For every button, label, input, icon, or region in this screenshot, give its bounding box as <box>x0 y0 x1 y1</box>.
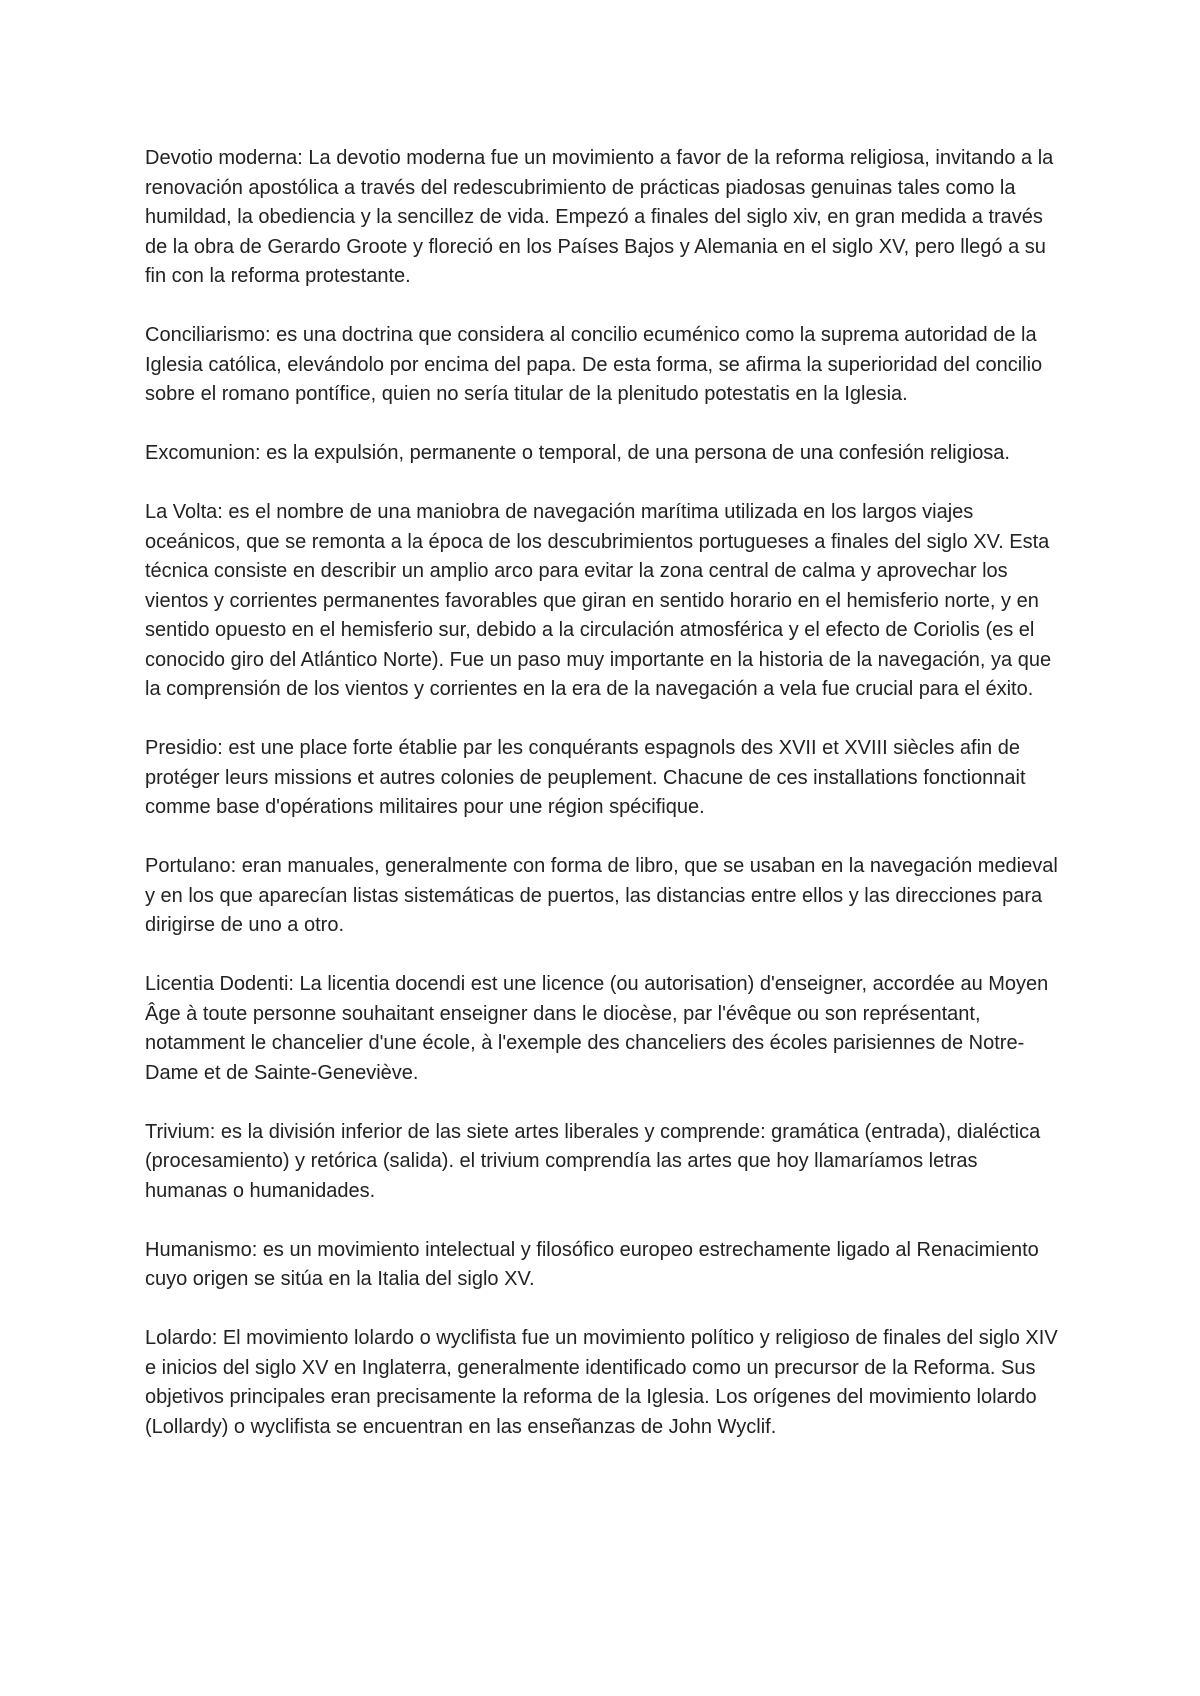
paragraph-trivium: Trivium: es la división inferior de las siete artes liberales y comprende: gramática (entrada), dialéctica (procesamiento) y retórica (salida). el trivium comprendía las artes que hoy llamaríamos letras humanas o humanidades. <box>145 1120 1041 1202</box>
paragraph-lolardo: Lolardo: El movimiento lolardo o wyclifista fue un movimiento político y religioso de finales del siglo XIV e inicios del siglo XV en Inglaterra, generalmente identificado como un precursor de la Reforma. Sus objetivos principales eran precisamente la reforma de la Iglesia. Los orígenes del movimiento lolardo (Lollardy) o wyclifista se encuentran en las enseñanzas de John Wyclif. <box>145 1327 1058 1438</box>
paragraph-humanismo: Humanismo: es un movimiento intelectual y filosófico europeo estrechamente ligado al Renacimiento cuyo origen se sitúa en la Italia del siglo XV. <box>145 1238 1039 1290</box>
paragraph-portulano: Portulano: eran manuales, generalmente con forma de libro, que se usaban en la navegación medieval y en los que aparecían listas sistemáticas de puertos, las distancias entre ellos y las direcciones para dirigirse de uno a otro. <box>145 855 1058 936</box>
paragraph-presidio: Presidio: est une place forte établie par les conquérants espagnols des XVII et XVIII siècles afin de protéger leurs missions et autres colonies de peuplement. Chacune de ces installations fonctionnait comme base d'opérations militaires pour une région spécifique. <box>145 737 1026 818</box>
paragraph-la-volta: La Volta: es el nombre de una maniobra de navegación marítima utilizada en los largos viajes oceánicos, que se remonta a la época de los descubrimientos portugueses a finales del siglo XV. Esta técnica consiste en describir un amplio arco para evitar la zona central de calma y aprovechar los vientos y corrientes permanentes favorables que giran en sentido horario en el hemisferio norte, y en sentido opuesto en el hemisferio sur, debido a la circulación atmosférica y el efecto de Coriolis (es el conocido giro del Atlántico Norte). Fue un paso muy importante en la historia de la navegación, ya que la comprensión de los vientos y corrientes en la era de la navegación a vela fue crucial para el éxito. <box>145 501 1052 700</box>
paragraph-conciliarismo: Conciliarismo: es una doctrina que considera al concilio ecuménico como la suprema autoridad de la Iglesia católica, elevándolo por encima del papa. De esta forma, se afirma la superioridad del concilio sobre el romano pontífice, quien no sería titular de la plenitudo potestatis en la Iglesia. <box>145 324 1043 405</box>
paragraph-devotio-moderna: Devotio moderna: La devotio moderna fue un movimiento a favor de la reforma religiosa, invitando a la renovación apostólica a través del redescubrimiento de prácticas piadosas genuinas tales como la humildad, la obediencia y la sencillez de vida. Empezó a finales del siglo xiv, en gran medida a través de la obra de Gerardo Groote y floreció en los Países Bajos y Alemania en el siglo XV, pero llegó a su fin con la reforma protestante. <box>145 147 1054 287</box>
document-body <box>145 144 1065 1472</box>
paragraph-excomunion: Excomunion: es la expulsión, permanente o temporal, de una persona de una confesión religiosa. <box>145 442 1010 464</box>
paragraph-licentia-docendi: Licentia Dodenti: La licentia docendi est une licence (ou autorisation) d'enseigner, accordée au Moyen Âge à toute personne souhaitant enseigner dans le diocèse, par l'évêque ou son représentant, notamment le chancelier d'une école, à l'exemple des chanceliers des écoles parisiennes de Notre-Dame et de Sainte-Geneviève. <box>145 973 1049 1084</box>
